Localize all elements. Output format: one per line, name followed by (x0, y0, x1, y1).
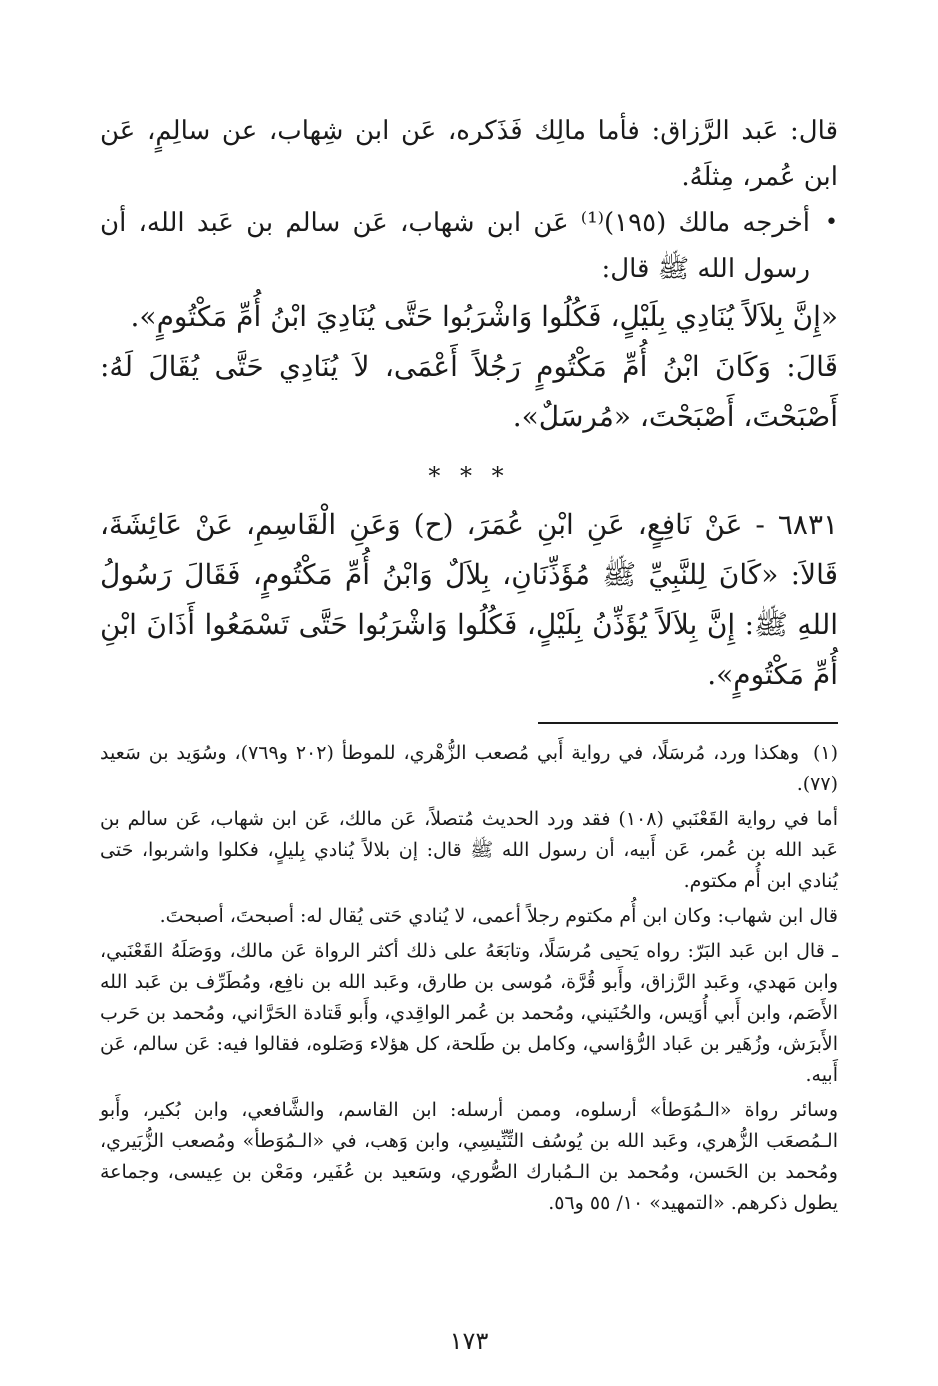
section-separator: * * * (428, 462, 510, 490)
footnote-other-narrators: وسائر رواة «الـمُوَطأ» أرسلوه، وممن أرسله: ابن القاسم، والشَّافعي، وابن بُكير، وأَبو الـمُصعَب الزُّهري، وعَبد الله بن يُوسُف التِّنِّيسِي، وابن وَهب، في «الـمُوَطأ» ومُصعب الزُّبَيري، ومُحمد بن الحَسن، ومُحمد بن الـمُبارك الصُّوري، وسَعيد بن عُفَير، ومَعْن بن عِيسى، وجماعة يطول ذكرهم. «التمهيد» ١٠/ ٥٥ و٥٦. (100, 1099, 838, 1214)
hadith-6831 (100, 500, 838, 700)
paragraph-ibn-umm-maktum: قَالَ: وَكَانَ ابْنُ أُمِّ مَكْتُومٍ رَجُلاً أَعْمَى، لاَ يُنَادِي حَتَّى يُقَالَ لَهُ: أَصْبَحْتَ، أَصْبَحْتَ، «مُرسَلٌ». (100, 350, 838, 433)
footnotes (100, 738, 838, 1219)
hadith-text-bilal: «إِنَّ بِلاَلاً يُنَادِي بِلَيْلٍ، فَكُلُوا وَاشْرَبُوا حَتَّى يُنَادِيَ ابْنُ أُمِّ مَكْتُومٍ». (130, 300, 838, 333)
paragraph-takhrij (100, 200, 838, 292)
footnote-1 (100, 738, 838, 800)
bullet-icon: • (825, 210, 838, 235)
paragraph-abdulrazzaq: قال: عَبد الرَّزاق: فأما مالِك فَذَكره، عَن ابن شِهاب، عن سالِمٍ، عَن ابن عُمر، مِثلَهُ. (100, 116, 838, 192)
takhrij-text: أخرجه مالك (١٩٥)⁽¹⁾ عَن ابن شهاب، عَن سالم بن عَبد الله، أن رسول الله ﷺ قال: (100, 208, 811, 284)
footnote-1-number: (١) (812, 742, 839, 764)
footnote-qanabi: أما في رواية القَعْنَبي (١٠٨) فقد ورد الحديث مُتصلاً، عَن مالك، عَن ابن شهاب، عَن سالم بن عَبد الله بن عُمر، عَن أَبيه، أن رسول الله ﷺ قال: إن بلالاً يُنادي بِليلٍ، فكلوا واشربوا، حَتى يُنادي ابن أُم مكتوم. (100, 808, 838, 892)
footnote-ibn-abd-al-barr: ـ قال ابن عَبد البَرّ: رواه يَحيى مُرسَلًا، وتابَعَهُ على ذلك أكثر الرواة عَن مالك، ووَصَلَهُ القَعْنَبي، وابن مَهدي، وعَبد الرَّزاق، وأَبو قُرَّة، مُوسى بن طارق، وعَبد الله بن نافِع، ومُطَرِّف بن عَبد الله الأَصَم، وابن أَبي أُوَيس، والحُنَيني، ومُحمد بن عُمر الواقِدي، وأَبو قَتادة الحَرَّاني، ومُحمد بن حَرب الأَبرَش، وزُهَير بن عَباد الرُّؤاسي، وكامل بن طَلحة، كل هؤلاء وَصَلوه، فقالوا فيه: عَن سالم، عَن أَبيه. (100, 940, 838, 1086)
page-number: ١٧٣ (449, 1327, 489, 1355)
footnote-divider (538, 722, 838, 724)
footnote-1-text: وهكذا ورد، مُرسَلًا، في رواية أَبي مُصعب الزُّهْري، للموطأ (٢٠٢ و٧٦٩)، وسُوَيد بن سَعيد (٧٧). (100, 742, 838, 795)
hadith-6831-text: - عَنْ نَافِعٍ، عَنِ ابْنِ عُمَرَ، (ح) وَعَنِ الْقَاسِمِ، عَنْ عَائِشَةَ، قَالاَ: «كَانَ لِلنَّبِيِّ ﷺ مُؤَذِّنَانِ، بِلاَلٌ وَابْنُ أُمِّ مَكْتُومٍ، فَقَالَ رَسُولُ اللهِ ﷺ: إِنَّ بِلاَلاً يُؤَذِّنُ بِلَيْلٍ، فَكُلُوا وَاشْرَبُوا حَتَّى تَسْمَعُوا أَذَانَ ابْنِ أُمِّ مَكْتُومٍ». (100, 508, 838, 691)
page (100, 108, 838, 1386)
hadith-number: ٦٨٣١ (777, 508, 839, 541)
main-text (100, 108, 838, 700)
footnote-ibn-shihab: قال ابن شهاب: وكان ابن أُم مكتوم رجلاً أعمى، لا يُنادي حَتى يُقال له: أصبحتَ، أصبحتَ. (159, 905, 838, 927)
